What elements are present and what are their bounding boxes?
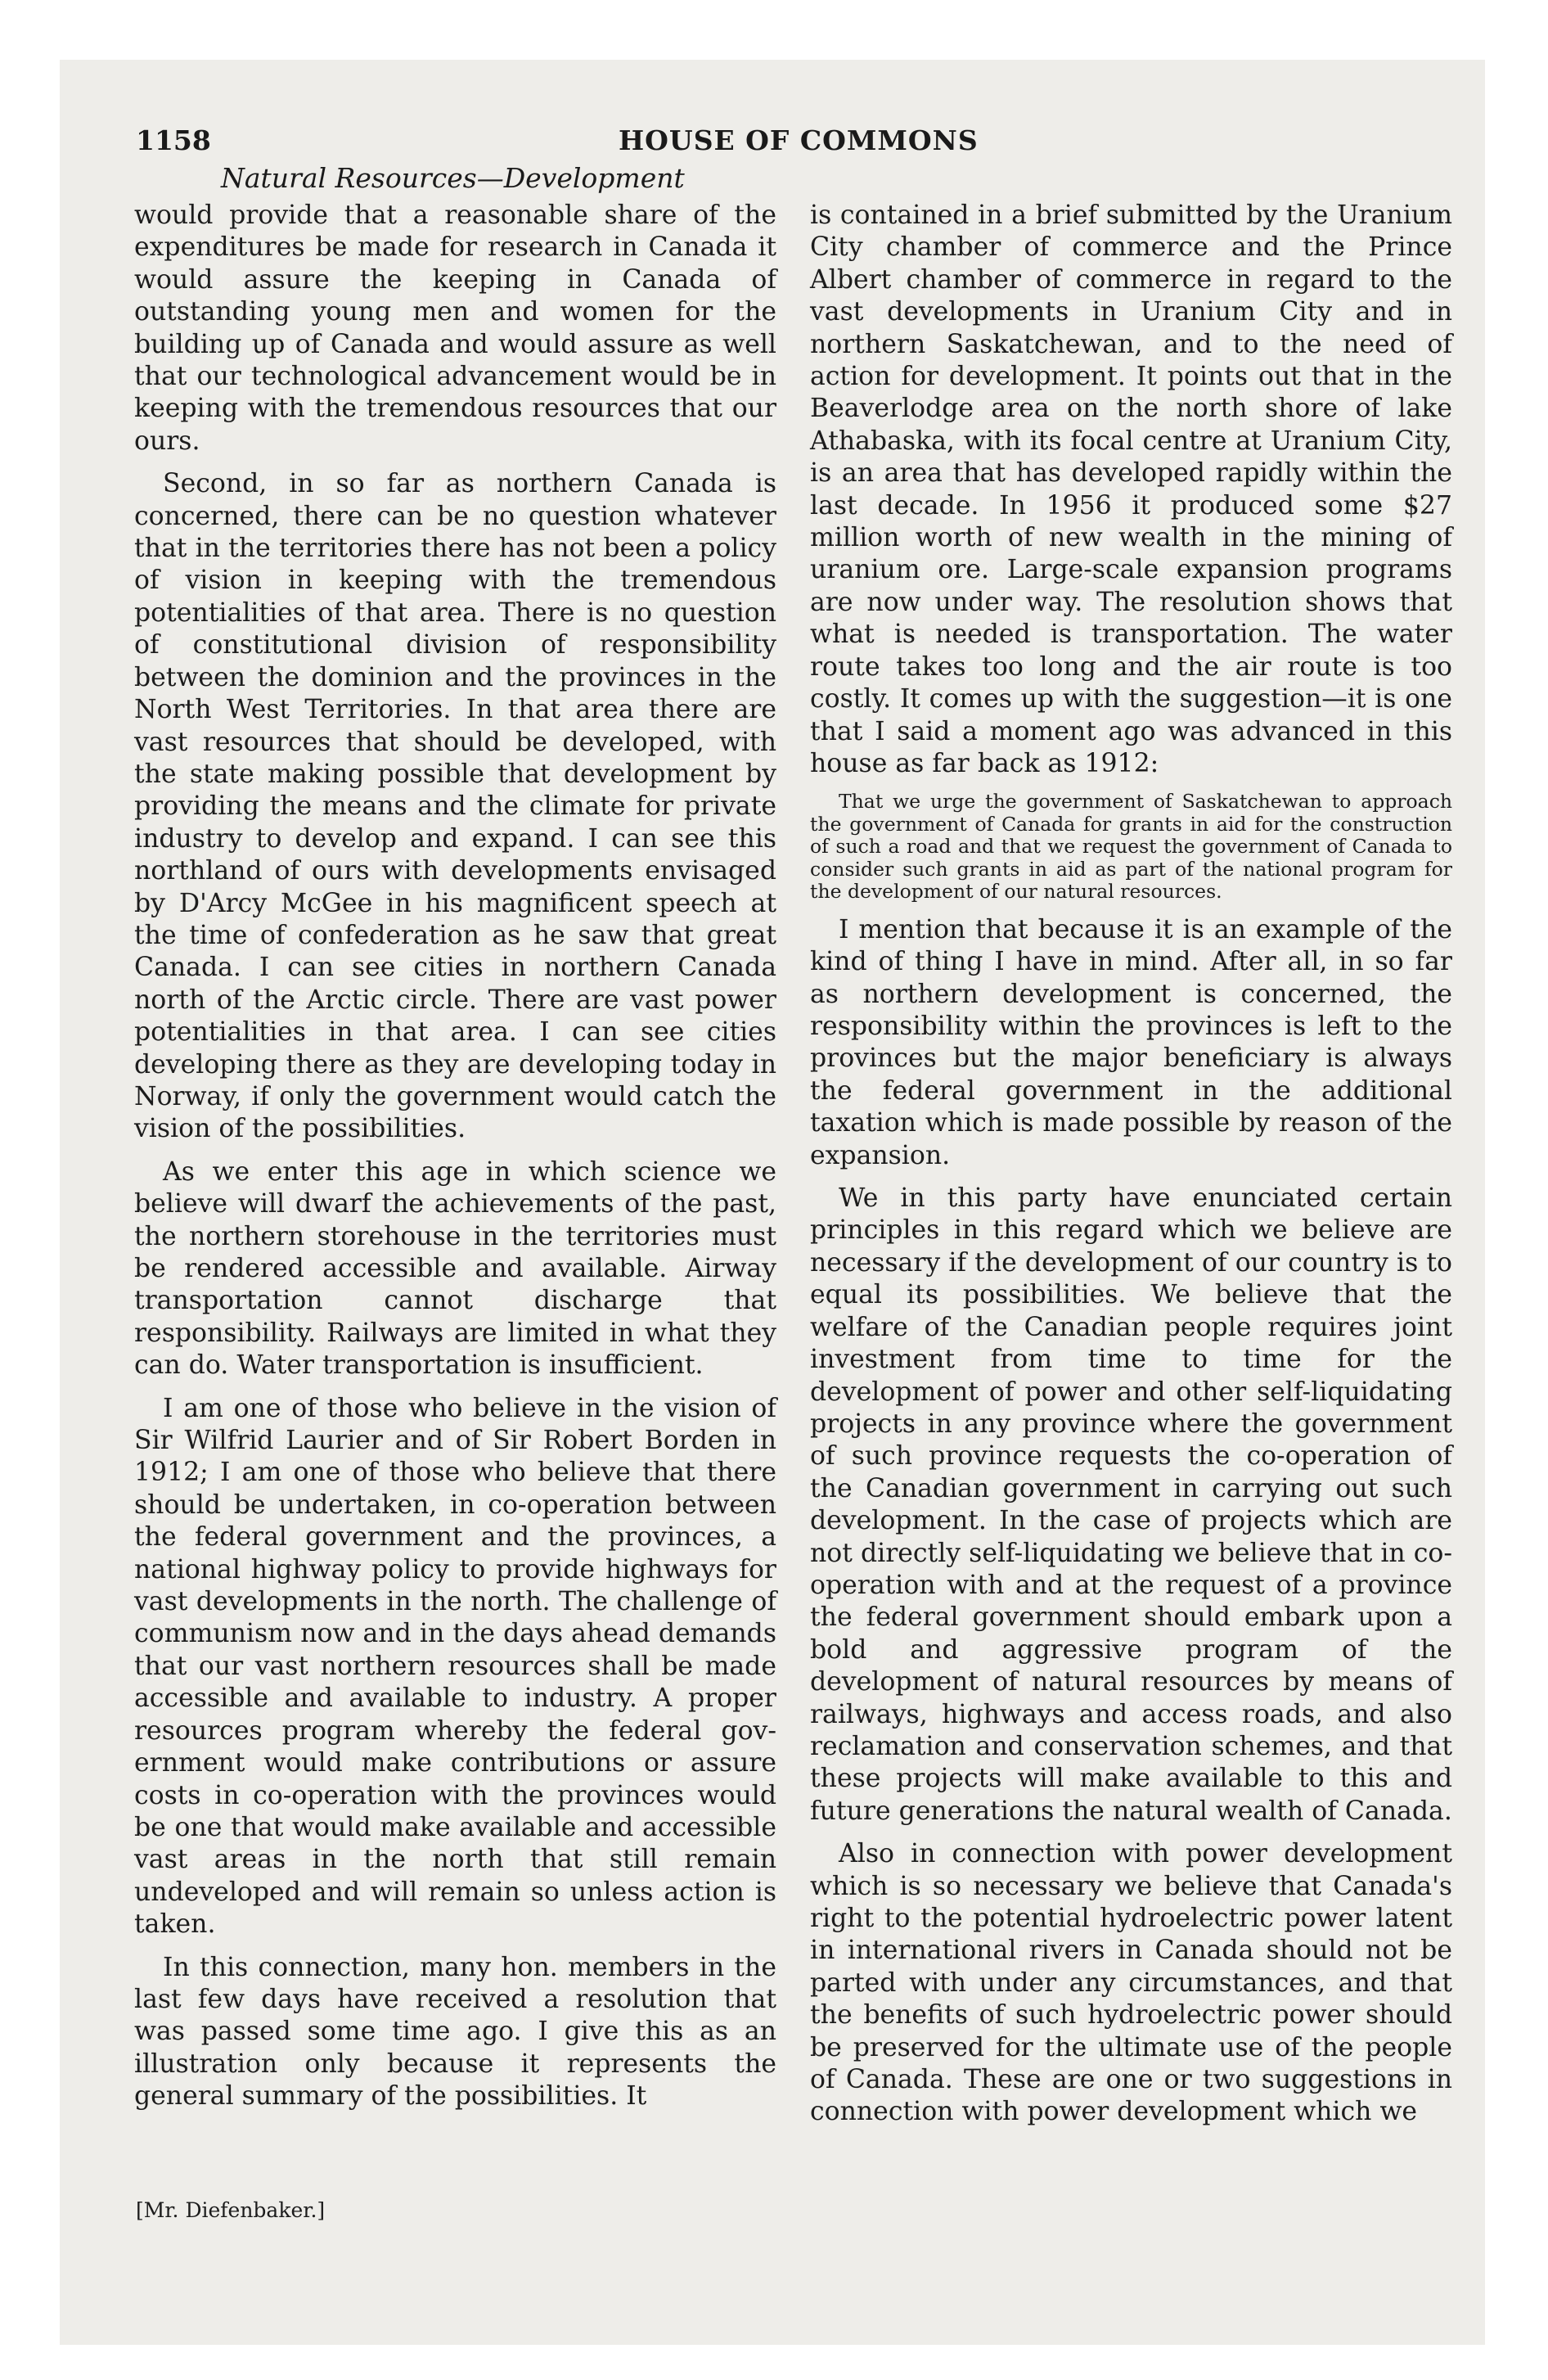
- right-column: [810, 200, 1452, 2139]
- paragraph: We in this party have enunciated certain principles in this regard which we believe are necessary if the development of our country is to equal its possibilities. We believe that the welfare of the Canadian people requires joint investment from time to time for the development of power and other self-liquidating projects in any province where the government of such province requests the co-operation of the Canadian government in carrying out such development. In the case of projects which are not directly self-liquidating we believe that in co-operation with and at the request of a province the federal government should embark upon a bold and aggressive program of the development of natural resources by means of railways, highways and access roads, and also reclamation and conservation schemes, and that these projects will make available to this and future generations the natural wealth of Canada.: [810, 1183, 1452, 1826]
- paragraph: I mention that because it is an example of the kind of thing I have in mind. After all, in so far as northern development is concerned, the responsibility within the provinces is left to the provinces but the major beneficiary is always the federal government in the additional taxation which is made possible by reason of the expansion.: [810, 914, 1452, 1170]
- paragraph: As we enter this age in which science we believe will dwarf the achievements of the past, the northern storehouse in the territories must be rendered accessible and available. Airway transportation cannot discharge that responsibility. Railways are limited in what they can do. Water transportation is insufficient.: [134, 1156, 776, 1381]
- page-number: 1158: [136, 124, 211, 156]
- paragraph: is contained in a brief submitted by the Uranium City chamber of commerce and the Prince Albert chamber of commerce in regard to the vast developments in Uranium City and in northern Saskatchewan, and to the need of action for development. It points out that in the Beaverlodge area on the north shore of lake Athabaska, with its focal centre at Uranium City, is an area that has developed rapidly within the last decade. In 1956 it produced some $27 million worth of new wealth in the mining of uranium ore. Large-scale expansion programs are now under way. The resolution shows that what is needed is transportation. The water route takes too long and the air route is too costly. It comes up with the suggestion—it is one that I said a moment ago was advanced in this house as far back as 1912:: [810, 201, 1452, 778]
- page-subtitle: Natural Resources—Development: [221, 162, 685, 194]
- paragraph: I am one of those who believe in the vision of Sir Wilfrid Laurier and of Sir Robert Borden in 1912; I am one of those who believe that there should be undertaken, in co-operation between the federal government and the provinces, a national highway policy to provide highways for vast developments in the north. The challenge of communism now and in the days ahead demands that our vast northern resources shall be made accessible and available to industry. A proper resources program whereby the federal government would make contributions or assure costs in co-operation with the provinces would be one that would make available and accessible vast areas in the north that still remain undeveloped and will remain so unless action is taken.: [134, 1393, 776, 1940]
- paragraph: Also in connection with power development which is so necessary we believe that Canada's right to the potential hydroelectric power latent in international rivers in Canada should not be parted with under any circumstances, and that the benefits of such hydroelectric power should be preserved for the ultimate use of the people of Canada. These are one or two suggestions in connection with power development which we: [810, 1839, 1452, 2127]
- paragraph: would provide that a reasonable share of the expenditures be made for research in Canada it would assure the keeping in Canada of outstanding young men and women for the building up of Canada and would assure as well that our technological advancement would be in keeping with the tremendous resources that our ours.: [134, 201, 776, 456]
- page-title: HOUSE OF COMMONS: [619, 124, 979, 156]
- paragraph: In this connection, many hon. members in the last few days have received a resolution that was passed some time ago. I give this as an illustration only because it represents the general summary of the possibilities. It: [134, 1952, 776, 2112]
- paragraph: Second, in so far as northern Canada is concerned, there can be no question whatever that in the territories there has not been a policy of vision in keeping with the tremendous potentialities of that area. There is no question of constitutional division of responsibility between the dominion and the provinces in the North West Territories. In that area there are vast resources that should be developed, with the state making possible that development by providing the means and the climate for private industry to develop and expand. I can see this northland of ours with developments envisaged by D'Arcy McGee in his magnificent speech at the time of confederation as he saw that great Canada. I can see cities in northern Canada north of the Arctic circle. There are vast power potentialities in that area. I can see cities developing there as they are developing today in Norway, if only the government would catch the vision of the possibilities.: [134, 469, 776, 1144]
- speaker-footer: [Mr. Diefenbaker.]: [136, 2198, 326, 2222]
- left-column: [134, 200, 776, 2124]
- block-quote: That we urge the government of Saskatchewan to approach the government of Canada for grants in aid for the construction of such a road and that we request the government of Canada to consider such grants in aid as part of the national program for the development of our natural resources.: [810, 790, 1452, 904]
